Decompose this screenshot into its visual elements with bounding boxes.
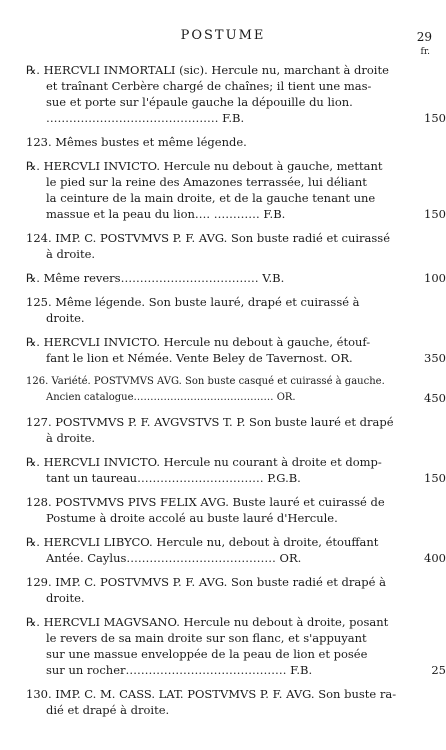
catalogue-entry xyxy=(26,62,446,126)
entry-line: ℞. HERCVLI INVICTO. Hercule nu courant à droite et domp- xyxy=(26,455,382,469)
entry-price: 150 xyxy=(424,207,446,221)
entry-price: 25 xyxy=(431,663,446,677)
catalogue-entry xyxy=(26,686,418,718)
entry-line: fant le lion et Némée. Vente Beley de Tavernost. OR. xyxy=(46,351,353,365)
entry-line: ℞. HERCVLI LIBYCO. Hercule nu, debout à droite, étouffant xyxy=(26,535,379,549)
entry-line: sue et porte sur l'épaule gauche la dépouille du lion. xyxy=(46,95,353,109)
entry-line: le pied sur la reine des Amazones terrassée, lui déliant xyxy=(46,175,367,189)
entry-line: 124. IMP. C. POSTVMVS P. F. AVG. Son buste radié et cuirassé xyxy=(26,231,391,245)
entry-line: sur une massue enveloppée de la peau de lion et posée xyxy=(46,647,368,661)
entry-line: 125. Même légende. Son buste lauré, drapé et cuirassé à xyxy=(26,295,360,309)
entry-line: 129. IMP. C. POSTVMVS P. F. AVG. Son buste radié et drapé à xyxy=(26,575,386,589)
entry-line: tant un taureau…………………………… P.G.B. xyxy=(46,471,301,485)
catalogue-entry xyxy=(26,270,446,286)
page-number: 29 xyxy=(416,30,432,44)
entry-line: 128. POSTVMVS PIVS FELIX AVG. Buste lauré et cuirassé de xyxy=(26,495,385,509)
page-title: POSTUME xyxy=(180,28,266,43)
catalogue-entry xyxy=(26,494,418,526)
entry-line: droite. xyxy=(46,311,85,325)
entry-line: droite. xyxy=(46,591,85,605)
catalogue-entry xyxy=(26,614,446,678)
entry-price: 100 xyxy=(424,271,446,285)
entry-line: ℞. HERCVLI MAGVSANO. Hercule nu debout à droite, posant xyxy=(26,615,389,629)
entry-price: 350 xyxy=(424,351,446,365)
catalogue-entry xyxy=(26,134,418,150)
currency-note: fr. xyxy=(420,47,430,57)
catalogue-entry xyxy=(26,454,446,486)
catalogue-entry xyxy=(26,230,418,262)
entry-line: 123. Mêmes bustes et même légende. xyxy=(26,135,247,149)
entry-price: 400 xyxy=(424,551,446,565)
entry-line: ℞. Même revers……………………………… V.B. xyxy=(26,271,285,285)
entry-price: 150 xyxy=(424,471,446,485)
entry-line: ℞. HERCVLI INMORTALI (sic). Hercule nu, marchant à droite xyxy=(26,63,389,77)
entry-line: la ceinture de la main droite, et de la gauche tenant une xyxy=(46,191,376,205)
entry-line: dié et drapé à droite. xyxy=(46,703,170,717)
entry-line: sur un rocher…………………………………… F.B. xyxy=(46,663,313,677)
entry-line: ……………………………………… F.B. xyxy=(46,111,245,125)
entry-line: à droite. xyxy=(46,431,96,445)
catalogue-entry xyxy=(26,158,446,222)
entry-line: et traînant Cerbère chargé de chaînes; il tient une mas- xyxy=(46,79,372,93)
catalogue-entry xyxy=(26,414,418,446)
entry-line: à droite. xyxy=(46,247,96,261)
entry-line: ℞. HERCVLI INVICTO. Hercule nu debout à gauche, mettant xyxy=(26,159,383,173)
catalogue-entry xyxy=(26,574,418,606)
entry-line: 126. Variété. POSTVMVS AVG. Son buste casqué et cuirassé à gauche. xyxy=(26,376,385,387)
entry-price: 150 xyxy=(424,111,446,125)
entry-line: 130. IMP. C. M. CASS. LAT. POSTVMVS P. F. AVG. Son buste ra- xyxy=(26,687,397,701)
entry-line: le revers de sa main droite sur son flanc, et s'appuyant xyxy=(46,631,367,645)
catalogue-entry xyxy=(26,294,418,326)
catalogue-entry xyxy=(26,334,446,366)
entry-line: 127. POSTVMVS P. F. AVGVSTVS T. P. Son buste lauré et drapé xyxy=(26,415,394,429)
entry-line: Postume à droite accolé au buste lauré d'Hercule. xyxy=(46,511,338,525)
catalogue-entry xyxy=(26,534,446,566)
catalogue-entries xyxy=(26,62,446,726)
catalogue-entry xyxy=(26,374,446,406)
entry-line: massue et la peau du lion…. ………… F.B. xyxy=(46,207,286,221)
entry-price: 450 xyxy=(424,391,446,405)
entry-line: Antée. Caylus………………………………… OR. xyxy=(46,551,302,565)
entry-line: Ancien catalogue…………………………………… OR. xyxy=(46,392,296,403)
entry-line: ℞. HERCVLI INVICTO. Hercule nu debout à gauche, étouf- xyxy=(26,335,371,349)
